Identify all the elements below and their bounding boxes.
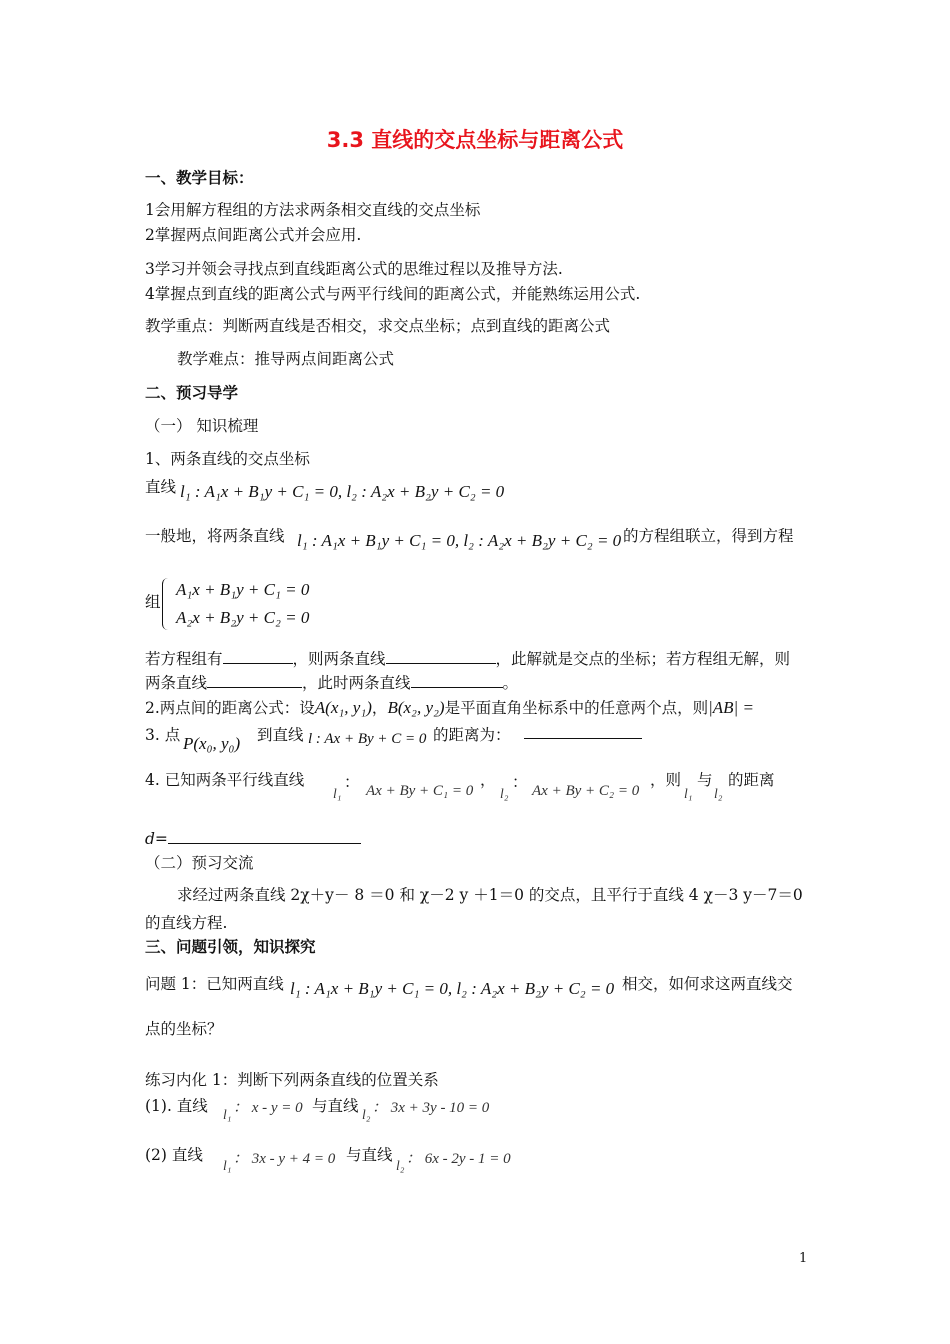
item-3-distance-text: 的距离为： [433, 726, 511, 744]
question-1-post: 相交，如何求这两直线交 [622, 975, 793, 993]
question-1-pre: 问题 1：已知两直线 [145, 975, 284, 993]
section-heading-objectives: 一、教学目标： [145, 169, 254, 187]
section-heading-inquiry: 三、问题引领，知识探究 [145, 938, 316, 956]
practice-1-eq-2: ： 3x + 3y - 10 = 0 [372, 1100, 490, 1116]
blank-relation-2[interactable] [207, 672, 302, 688]
exercise-line-2: 的直线方程. [145, 914, 228, 932]
item-4-l2: l₂ [500, 786, 509, 801]
page-title: 3.3 直线的交点坐标与距离公式 [326, 128, 624, 152]
practice-1-with: 与直线 [312, 1097, 359, 1115]
item-4-comma: ， [480, 771, 496, 789]
item-4-label: 4. 已知两条平行线直线 [145, 771, 305, 789]
item-3-label: 3. 点 [145, 726, 181, 744]
practice-1-eq-1: ： x - y = 0 [233, 1100, 303, 1116]
general-text-pre: 一般地，将两条直线 [145, 527, 285, 545]
practice-2-with: 与直线 [346, 1146, 393, 1164]
system-brace [162, 578, 171, 630]
item-4-and: 与 [697, 771, 713, 789]
page-number: 1 [799, 1251, 808, 1266]
blank-point-line-distance[interactable] [524, 723, 642, 739]
exercise-line-1: 求经过两条直线 2χ＋y－ 8 ＝0 和 χ－2 y ＋1＝0 的交点，且平行于直线 4 χ－3 y－7＝0 [177, 886, 803, 904]
general-equations: l₁ : A₁x + B₁y + C₁ = 0, l₂ : A₂x + B₂y + C₂ = 0 [297, 531, 622, 550]
practice-1-l2: l₂ [362, 1107, 371, 1122]
line-label: 直线 [145, 478, 177, 496]
practice-2-label: (2) 直线 [145, 1146, 203, 1164]
item-2-distance-formula: 2.两点间的距离公式：设A(x₁, y₁)，B(x₂, y₂)是平面直角坐标系中的任意两个点，则|AB| = [145, 698, 754, 717]
item-4-l1: l₁ [333, 786, 342, 801]
practice-1-label: (1). 直线 [145, 1097, 208, 1115]
item-4-l2-b: l₂ [714, 786, 723, 801]
subsection-knowledge: （一） 知识梳理 [145, 417, 259, 435]
blank-relation-3[interactable] [411, 672, 503, 688]
general-text-post: 的方程组联立，得到方程 [623, 527, 794, 545]
group-label: 组 [145, 593, 161, 611]
practice-2-eq-1: ： 3x - y + 4 = 0 [233, 1151, 336, 1167]
question-1-line-2: 点的坐标？ [145, 1020, 223, 1038]
item-3-point: P(x₀, y₀) [183, 734, 241, 753]
item-4-distance-text: 的距离 [728, 771, 775, 789]
goal-2: 2掌握两点间距离公式并会应用. [145, 226, 362, 244]
solution-sentence-2: 两条直线 ，此时两条直线 。 [145, 674, 519, 692]
practice-2-l1: l₁ [223, 1158, 232, 1173]
solution-sentence-1: 若方程组有 ，则两条直线 ，此解就是交点的坐标；若方程组无解，则 [145, 650, 791, 668]
subsection-exchange: （二）预习交流 [145, 854, 254, 872]
item-4-then: ，则 [650, 771, 682, 789]
system-equation-2: A₂x + B₂y + C₂ = 0 [176, 608, 310, 627]
goal-1: 1会用解方程组的方法求两条相交直线的交点坐标 [145, 201, 481, 219]
item-1-heading: 1、两条直线的交点坐标 [145, 450, 310, 468]
goal-4: 4掌握点到直线的距离公式与两平行线间的距离公式，并能熟练运用公式. [145, 285, 641, 303]
blank-solution-count[interactable] [223, 648, 293, 664]
item-3-to-line: 到直线 [257, 726, 304, 744]
teaching-difficulty: 教学难点：推导两点间距离公式 [177, 350, 395, 368]
section-heading-preview: 二、预习导学 [145, 384, 239, 402]
item-4-colon-2: ： [512, 773, 528, 791]
blank-parallel-distance[interactable] [168, 828, 361, 844]
teaching-key-point: 教学重点：判断两直线是否相交，求交点坐标；点到直线的距离公式 [145, 317, 611, 335]
item-4-l1-b: l₁ [684, 786, 693, 801]
line-equations: l₁ : A₁x + B₁y + C₁ = 0, l₂ : A₂x + B₂y + C₂ = 0 [180, 482, 505, 501]
system-equation-1: A₁x + B₁y + C₁ = 0 [176, 580, 310, 599]
item-4-eq-2: Ax + By + C₂ = 0 [532, 783, 640, 799]
question-1-equations: l₁ : A₁x + B₁y + C₁ = 0, l₂ : A₂x + B₂y + C₂ = 0 [290, 979, 615, 998]
practice-2-l2: l₂ [396, 1158, 405, 1173]
goal-3: 3学习并领会寻找点到直线距离公式的思维过程以及推导方法. [145, 260, 563, 278]
item-3-line-eq: l : Ax + By + C = 0 [308, 731, 427, 747]
practice-heading: 练习内化 1：判断下列两条直线的位置关系 [145, 1071, 439, 1089]
blank-relation-1[interactable] [386, 648, 496, 664]
item-4-colon-1: ： [344, 773, 360, 791]
item-4-eq-1: Ax + By + C₁ = 0 [366, 783, 474, 799]
d-label: d= [145, 828, 361, 848]
practice-1-l1: l₁ [223, 1107, 232, 1122]
practice-2-eq-2: ： 6x - 2y - 1 = 0 [406, 1151, 511, 1167]
